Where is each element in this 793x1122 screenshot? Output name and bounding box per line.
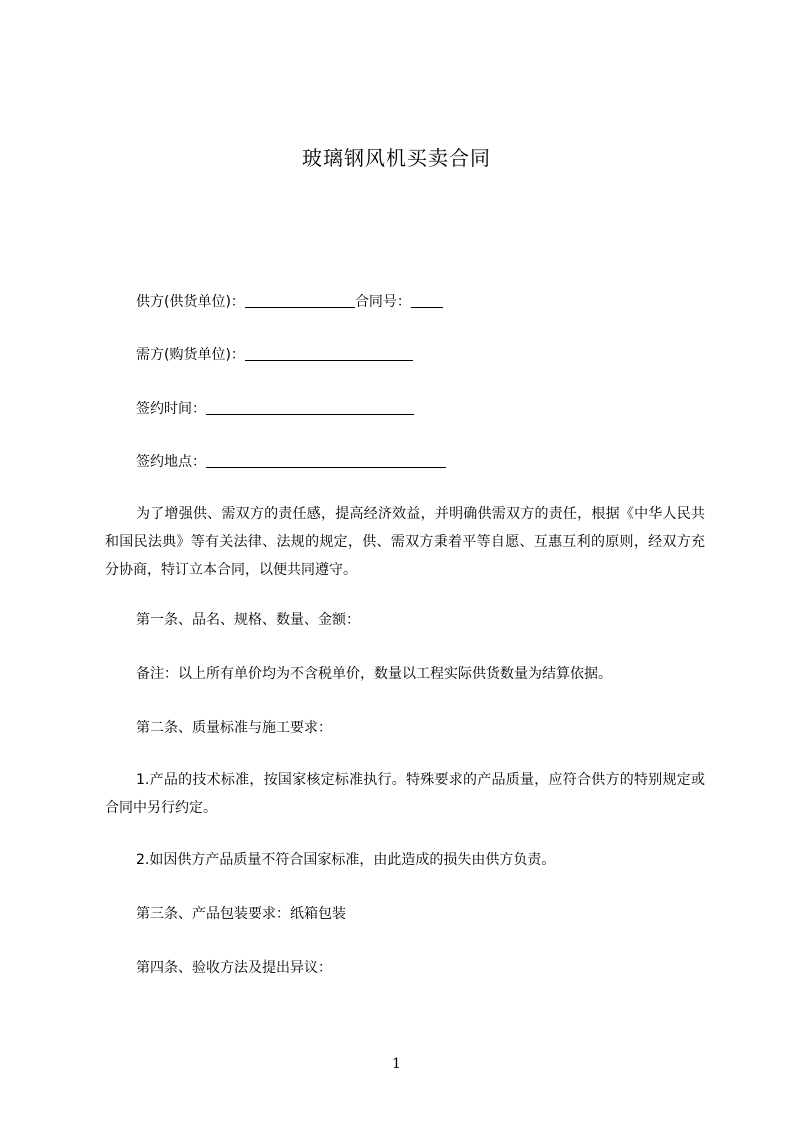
sign-place-line	[136, 450, 446, 474]
buyer-line	[136, 343, 413, 367]
buyer-label: 需方(购货单位)：	[136, 347, 245, 363]
page-number: 1	[392, 1056, 401, 1072]
sign-time-blank	[206, 398, 414, 415]
sign-place-blank	[206, 451, 446, 468]
item-2-paragraph: 2.如因供方产品质量不符合国家标准，由此造成的损失由供方负责。	[136, 852, 556, 868]
article-2-heading: 第二条、质量标准与施工要求：	[136, 720, 332, 736]
buyer-blank	[245, 344, 413, 361]
contract-no-blank	[411, 291, 443, 308]
note-paragraph: 备注：以上所有单价均为不含税单价，数量以工程实际供货数量为结算依据。	[136, 666, 612, 682]
article-1-heading: 第一条、品名、规格、数量、金额：	[136, 612, 360, 628]
article-3-heading: 第三条、产品包装要求：纸箱包装	[136, 906, 346, 922]
document-title: 玻璃钢风机买卖合同	[302, 146, 491, 170]
supplier-line	[136, 290, 443, 314]
supplier-label: 供方(供货单位)：	[136, 294, 245, 310]
item-1-paragraph: 1.产品的技术标准，按国家核定标准执行。特殊要求的产品质量，应符合供方的特别规定或合同中另行约定。	[105, 772, 705, 816]
sign-time-line	[136, 397, 414, 421]
article-4-heading: 第四条、验收方法及提出异议：	[136, 960, 332, 976]
supplier-blank	[245, 291, 355, 308]
sign-time-label: 签约时间：	[136, 401, 206, 417]
contract-no-label: 合同号：	[354, 294, 411, 310]
sign-place-label: 签约地点：	[136, 454, 206, 470]
intro-paragraph: 为了增强供、需双方的责任感，提高经济效益，并明确供需双方的责任，根据《中华人民共和国民法典》等有关法律、法规的规定，供、需双方秉着平等自愿、互惠互利的原则，经双方充分协商，特订立本合同，以便共同遵守。	[105, 506, 705, 578]
